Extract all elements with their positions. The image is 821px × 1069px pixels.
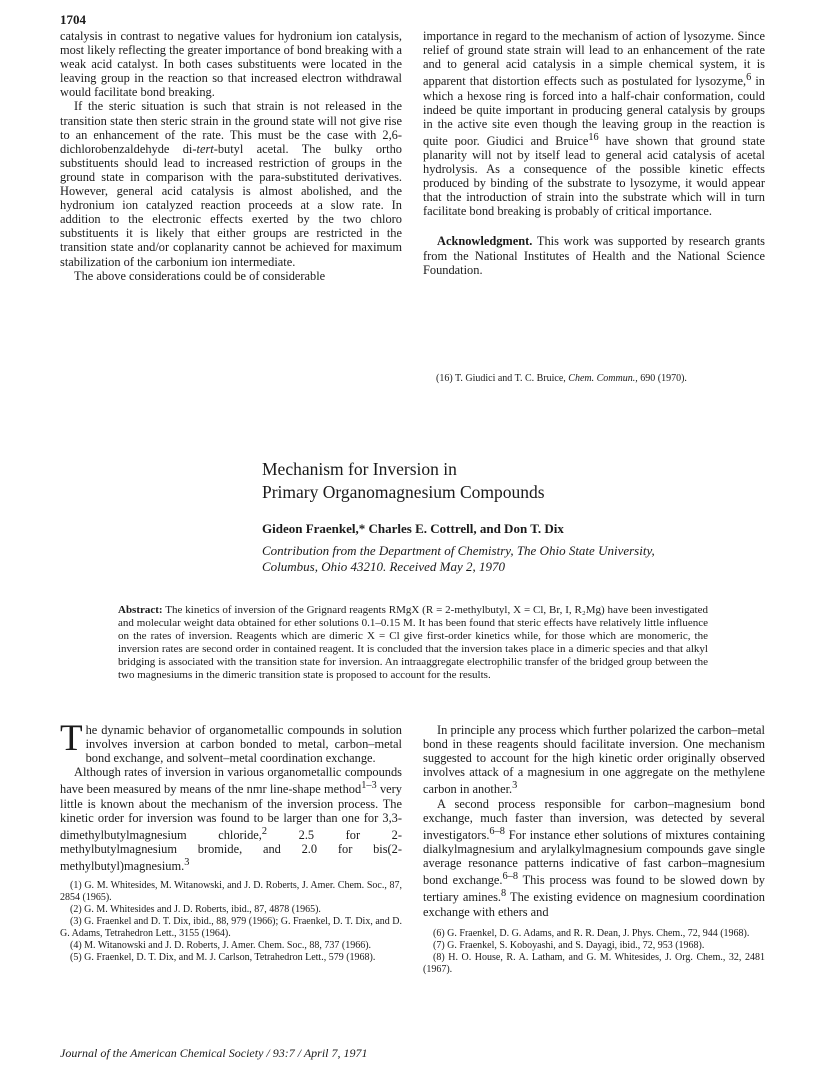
footnote-list (60, 880, 402, 964)
footnote-16: (16) T. Giudici and T. C. Bruice, Chem. Commun., 690 (1970). (436, 373, 687, 384)
paragraph: A second process responsible for carbon–magnesium bond exchange, much faster than inversion, was detected by several investigators.$^{6-8}$ For instance ether solutions of mixtures containing dialkylmagnesium and arylalkylmagnesium compounds gave single average resonance patterns indicative of fast carbon–magnesium bond exchange.$^{6-8}$ This process was found to be slowed down by tertiary amines.$^8$ The existing evidence on magnesium coordination exchange with ethers and (423, 796, 765, 919)
page-number: 1704 (60, 12, 86, 27)
journal-footer: Journal of the American Chemical Society / 93:7 / April 7, 1971 (60, 1046, 368, 1060)
footnote: (1) G. M. Whitesides, M. Witanowski, and J. D. Roberts, J. Amer. Chem. Soc., 87, 2854 (1965). (60, 880, 402, 904)
footnote: (8) H. O. House, R. A. Latham, and G. M. Whitesides, J. Org. Chem., 32, 2481 (1967). (423, 951, 765, 975)
drop-cap: T (60, 718, 83, 759)
abstract: Abstract: The kinetics of inversion of the Grignard reagents RMgX (R = 2-methylbutyl, X = Cl, Br, I, R₂Mg) have been investigated and molecular weight data obtained for ether solutions 0.1–0.15 M. It has been found that steric effects have relatively little influence on the rates of inversion. Reagents which are dimeric X = Cl give first-order kinetics while, for those which are monomeric, the inversion rates are second order in contained reagent. It is concluded that the inversion takes place in a dimeric species and that alkyl bridging is associated with the transition state for inversion. An intraaggregate electrophilic transfer of the bridged group between the two magnesiums in the dimeric transition state is proposed to account for the results. (118, 604, 708, 681)
footnote: (7) G. Fraenkel, S. Koboyashi, and S. Dayagi, ibid., 72, 953 (1968). (433, 939, 705, 951)
footnote: (2) G. M. Whitesides and J. D. Roberts, ibid., 87, 4878 (1965). (70, 904, 321, 916)
affiliation: Contribution from the Department of Chemistry, The Ohio State University, Columbus, Ohio 43210. Received May 2, 1970 (262, 543, 655, 574)
top-right-column (423, 29, 765, 277)
authors: Gideon Fraenkel,* Charles E. Cottrell, and Don T. Dix (262, 521, 564, 536)
top-left-column (60, 29, 402, 283)
bottom-left-column (60, 718, 402, 964)
acknowledgment: Acknowledgment. This work was supported by research grants from the National Institutes of Health and the National Science Foundation. (423, 234, 765, 277)
paragraph: The above considerations could be of considerable (74, 268, 326, 283)
paragraph: If the steric situation is such that strain is not released in the transition state then steric strain in the ground state will not give rise to an enhancement of the rate. This must be the case with 2,6-dichlorobenzaldehyde di-tert-butyl acetal. The bulky ortho substituents should lead to increased restriction of groups in the ground state in comparison with the para-substituted derivatives. However, general acid catalysis is almost abolished, and the hydronium ion catalyzed reaction proceeds at a slow rate. In addition to the electronic effects exerted by the two chloro substituents it is likely that either groups are restricted in the transition state and/or coplanarity cannot be achieved for maximum stabilization of the carbonium ion intermediate. (60, 99, 402, 269)
footnote: (4) M. Witanowski and J. D. Roberts, J. Amer. Chem. Soc., 88, 737 (1966). (70, 940, 372, 952)
paragraph: The dynamic behavior of organometallic compounds in solution involves inversion at carbon bonded to metal, carbon–metal bond exchange, and solvent–metal coordination exchange. (60, 718, 402, 766)
paragraph: importance in regard to the mechanism of action of lysozyme. Since relief of ground state strain will lead to an enhancement of the rate and to general acid catalysis in a simple chemical system, it is apparent that distortion effects such as postulated for lysozyme,$^6$ in which a hexose ring is forced into a half-chair conformation, could indeed be quite important in producing general catalysis by groups in the active site even though the leaving group in the reaction is quite poor. Giudici and Bruice$^{16}$ have shown that ground state planarity will not by itself lead to general acid catalysis of acetal hydrolysis. As a consequence of the possible kinetic effects produced by binding of the substrate to lysozyme, it would appear that the introduction of strain into the substrate which will in turn facilitate bond breaking is probably of critical importance. (423, 29, 765, 219)
footnote: (3) G. Fraenkel and D. T. Dix, ibid., 88, 979 (1966); G. Fraenkel, D. T. Dix, and D. G. Adams, Tetrahedron Lett., 3155 (1964). (60, 916, 402, 940)
footnote: (5) G. Fraenkel, D. T. Dix, and M. J. Carlson, Tetrahedron Lett., 579 (1968). (70, 952, 376, 964)
paragraph: catalysis in contrast to negative values for hydronium ion catalysis, most likely reflecting the greater importance of bond breaking with a weak acid catalyst. In both cases substituents were located in the leaving group in the reaction so that increased electron withdrawal would facilitate bond breaking. (60, 29, 403, 100)
footnote-list (423, 928, 765, 976)
bottom-right-column (423, 723, 765, 976)
footnote: (6) G. Fraenkel, D. G. Adams, and R. R. Dean, J. Phys. Chem., 72, 944 (1968). (433, 927, 750, 939)
paragraph: Although rates of inversion in various organometallic compounds have been measured by means of the nmr line-shape method$^{1-3}$ very little is known about the mechanism of the inversion process. The kinetic order for inversion was found to be larger than one for 3,3-dimethylbutylmagnesium chloride,$^2$ 2.5 for 2-methylbutylmagnesium bromide, and 2.0 for bis(2-methylbutyl)magnesium.$^3$ (60, 765, 402, 874)
article-title: Mechanism for Inversion in Primary Organomagnesium Compounds (262, 459, 545, 502)
paragraph: In principle any process which further polarized the carbon–metal bond in these reagents should facilitate inversion. One mechanism suggested to account for the high kinetic order originally observed involves attack of a magnesium in one aggregate on the methylene carbon in another.$^3$ (423, 723, 765, 797)
